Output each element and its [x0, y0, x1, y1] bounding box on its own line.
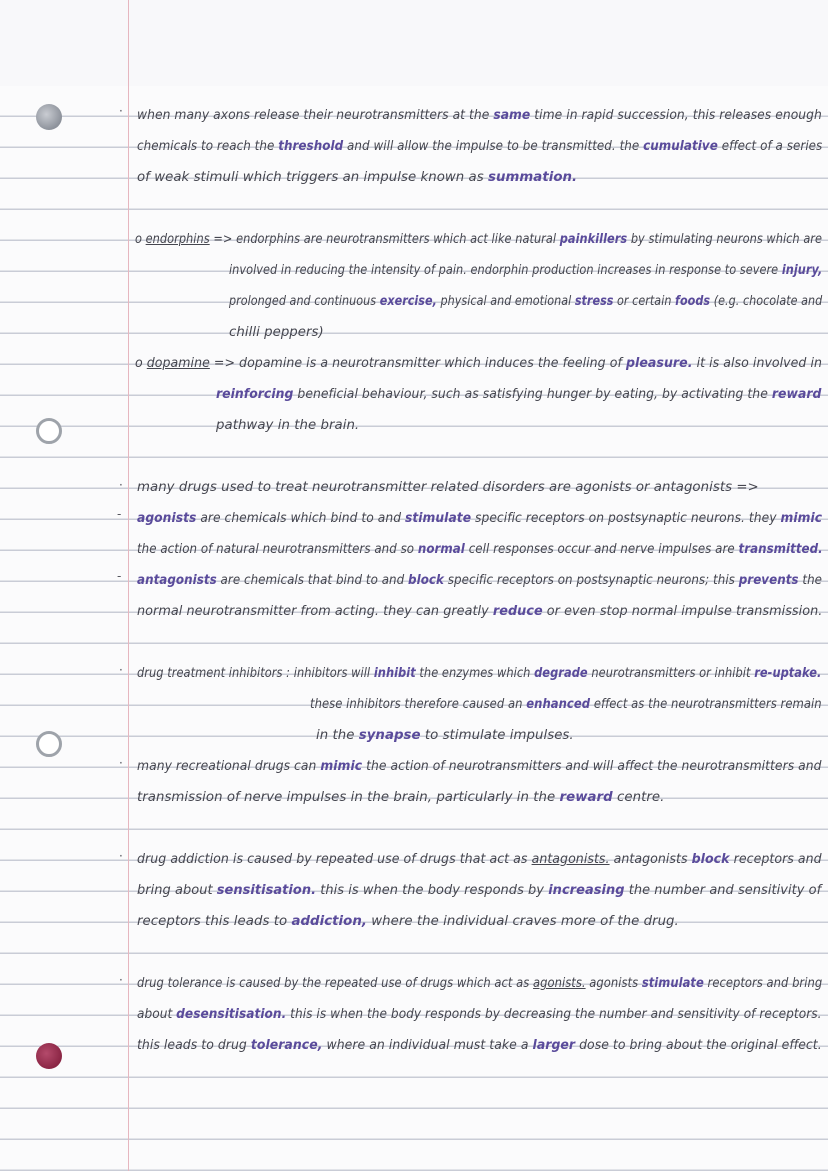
addiction-line-3: [137, 912, 679, 932]
text-span: effect of a series: [717, 139, 823, 154]
tolerance-line-3: [137, 1036, 822, 1056]
keyword: threshold: [278, 139, 344, 154]
text-span: specific receptors on postsynaptic neurons. they: [471, 511, 781, 526]
keyword: transmitted.: [738, 542, 823, 557]
endorphins-line-2: [229, 261, 822, 281]
text-span: the: [798, 573, 823, 588]
text-span: receptors and bring: [703, 976, 823, 991]
text-span: this is when the body responds by decreasing the number and sensitivity of receptors.: [286, 1007, 822, 1022]
text-span: centre.: [612, 790, 665, 805]
text-span: dose to bring about the original effect.: [575, 1038, 822, 1053]
text-span: these inhibitors therefore caused an: [310, 697, 527, 712]
text-span: cell responses occur and nerve impulses are: [464, 542, 739, 557]
margin-line: [128, 0, 129, 1171]
text-span: transmission of nerve impulses in the brain, particularly in the: [137, 790, 560, 805]
text-span: and will allow the impulse to be transmitted. the: [343, 139, 644, 154]
keyword: injury,: [781, 263, 823, 278]
bullet-dot: ·: [119, 973, 123, 987]
bullet-circle: o: [135, 232, 142, 247]
text-span: are chemicals that bind to and: [216, 573, 409, 588]
text-span: by stimulating neurons which are: [627, 232, 823, 247]
inhibitors-line-1: [137, 664, 821, 684]
dopamine-line-3: [216, 416, 359, 436]
text-span: involved in reducing the intensity of pain. endorphin production increases in response to severe: [229, 263, 782, 278]
antagonists-line-2: [137, 602, 822, 622]
text-span: about: [137, 1007, 177, 1022]
endorphins-line-4: [229, 323, 324, 343]
dopamine-line-2: [216, 385, 821, 405]
text-span: drug tolerance is caused by the repeated use of drugs which act as: [137, 976, 534, 991]
keyword: block: [691, 852, 730, 867]
keyword: addiction,: [291, 914, 367, 929]
dash-marker: -: [117, 507, 122, 521]
addiction-line-1: [137, 850, 822, 870]
term-dopamine: dopamine: [146, 356, 210, 371]
text-span: or certain: [613, 294, 676, 309]
keyword: pleasure.: [625, 356, 693, 371]
text-span: are chemicals which bind to and: [196, 511, 406, 526]
text-span: where an individual must take a: [322, 1038, 533, 1053]
text-span: the action of natural neurotransmitters and so: [137, 542, 418, 557]
keyword: reward: [771, 387, 822, 402]
text-span: specific receptors on postsynaptic neurons; this: [443, 573, 739, 588]
text-span: chilli peppers): [229, 325, 324, 340]
keyword: stimulate: [405, 511, 472, 526]
agonists-line-1: [137, 509, 822, 529]
text-span: this is when the body responds by: [316, 883, 549, 898]
dash-marker: -: [117, 569, 122, 583]
keyword: stress: [574, 294, 614, 309]
keyword: re-uptake.: [754, 666, 822, 681]
keyword: mimic: [320, 759, 363, 774]
text-span: many recreational drugs can: [137, 759, 321, 774]
term-endorphins: endorphins: [145, 232, 210, 247]
text-span: pathway in the brain.: [216, 418, 360, 433]
keyword: enhanced: [526, 697, 591, 712]
text-span: beneficial behaviour, such as satisfying hunger by eating, by activating the: [293, 387, 772, 402]
dopamine-line-1: [135, 354, 822, 374]
text-span: when many axons release their neurotransmitters at the: [137, 108, 494, 123]
text-span: bring about: [137, 883, 217, 898]
text-span: receptors and: [729, 852, 822, 867]
keyword: agonists: [137, 511, 197, 526]
keyword: summation.: [488, 170, 578, 185]
bullet-dot: ·: [119, 849, 123, 863]
text-span: effect as the neurotransmitters remain: [590, 697, 822, 712]
keyword: synapse: [358, 728, 421, 743]
keyword: reduce: [492, 604, 543, 619]
recreational-line-1: [137, 757, 822, 777]
tolerance-line-2: [137, 1005, 822, 1025]
text-span: in the: [316, 728, 359, 743]
text-span: antagonists: [609, 852, 692, 867]
bullet-dot: ·: [119, 663, 123, 677]
text-span: physical and emotional: [436, 294, 575, 309]
agonists-line-2: [137, 540, 823, 560]
text-span: chemicals to reach the: [137, 139, 279, 154]
keyword: cumulative: [643, 139, 718, 154]
text-span: drug treatment inhibitors : inhibitors will: [137, 666, 374, 681]
endorphins-line-3: [229, 292, 822, 312]
text-span: many drugs used to treat neurotransmitter related disorders are agonists or antagonists =>: [137, 480, 759, 495]
text-span: => endorphins are neurotransmitters which act like natural: [209, 232, 560, 247]
text-span: the number and sensitivity of: [624, 883, 822, 898]
drugs-intro-line: [137, 478, 759, 498]
recreational-line-2: [137, 788, 664, 808]
text-span: prolonged and continuous: [229, 294, 380, 309]
keyword: degrade: [534, 666, 588, 681]
text-span: time in rapid succession, this releases enough: [530, 108, 822, 123]
keyword: foods: [675, 294, 711, 309]
summation-line-3: [137, 168, 577, 188]
inhibitors-line-3: [316, 726, 574, 746]
keyword: normal: [417, 542, 465, 557]
punch-hole-grey-icon: [36, 104, 62, 130]
keyword: stimulate: [641, 976, 704, 991]
text-span: the action of neurotransmitters and will affect the neurotransmitters and: [362, 759, 822, 774]
summation-line-2: [137, 137, 822, 157]
keyword: prevents: [738, 573, 799, 588]
text-span: normal neurotransmitter from acting. they can greatly: [137, 604, 493, 619]
tolerance-line-1: [137, 974, 822, 994]
punch-hole-red-icon: [36, 1043, 62, 1069]
keyword: desensitisation.: [176, 1007, 287, 1022]
keyword: increasing: [548, 883, 625, 898]
addiction-line-2: [137, 881, 821, 901]
keyword: same: [493, 108, 531, 123]
keyword: block: [408, 573, 444, 588]
text-span: to stimulate impulses.: [420, 728, 574, 743]
punch-hole-ring-icon: [36, 418, 62, 444]
keyword: tolerance,: [250, 1038, 323, 1053]
text-span: where the individual craves more of the drug.: [366, 914, 679, 929]
text-span: drug addiction is caused by repeated use of drugs that act as: [137, 852, 532, 867]
summation-line-1: [137, 106, 822, 126]
keyword: larger: [532, 1038, 576, 1053]
page-top-band: [0, 0, 828, 86]
inhibitors-line-2: [310, 695, 822, 715]
keyword: painkillers: [559, 232, 628, 247]
text-span: receptors this leads to: [137, 914, 292, 929]
text-span: (e.g. chocolate and: [710, 294, 823, 309]
text-span: of weak stimuli which triggers an impulse known as: [137, 170, 489, 185]
bullet-dot: ·: [119, 104, 123, 118]
text-span: => dopamine is a neurotransmitter which induces the feeling of: [209, 356, 626, 371]
antagonists-line-1: [137, 571, 822, 591]
keyword: antagonists: [137, 573, 217, 588]
text-span: agonists: [585, 976, 642, 991]
keyword: inhibit: [373, 666, 416, 681]
text-span: this leads to drug: [137, 1038, 251, 1053]
text-span: or even stop normal impulse transmission.: [542, 604, 823, 619]
text-span: neurotransmitters or inhibit: [587, 666, 755, 681]
keyword: reinforcing: [216, 387, 294, 402]
underlined-term: agonists.: [533, 976, 586, 991]
bullet-dot: ·: [119, 756, 123, 770]
bullet-dot: ·: [119, 478, 123, 492]
keyword: exercise,: [379, 294, 437, 309]
keyword: sensitisation.: [216, 883, 317, 898]
text-span: it is also involved in: [692, 356, 823, 371]
endorphins-line-1: [135, 230, 822, 250]
underlined-term: antagonists.: [531, 852, 610, 867]
bullet-circle: o: [135, 356, 143, 371]
keyword: reward: [559, 790, 613, 805]
punch-hole-ring-icon: [36, 731, 62, 757]
text-span: the enzymes which: [415, 666, 535, 681]
keyword: mimic: [780, 511, 823, 526]
